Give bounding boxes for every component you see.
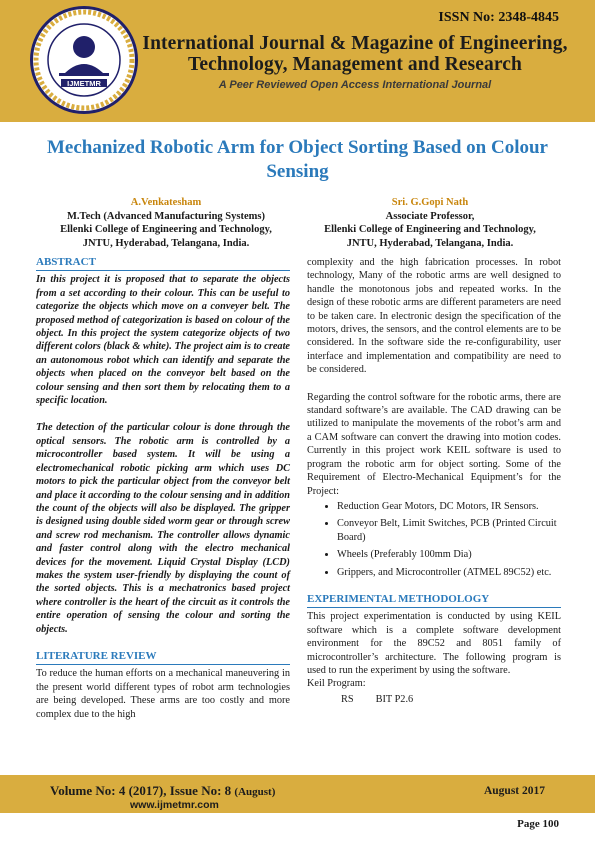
author-affiliation-line: M.Tech (Advanced Manufacturing Systems) — [67, 210, 265, 222]
author-block-1 — [36, 196, 296, 250]
left-column — [36, 256, 290, 721]
list-item: • Wheels (Preferably 100mm Dia) — [337, 548, 561, 561]
paper-title-line1: Mechanized Robotic Arm for Object Sorting Based on Colour — [47, 137, 548, 158]
requirements-list — [307, 500, 561, 579]
journal-website-link[interactable]: www.ijmetmr.com — [130, 799, 219, 811]
issue-date: August 2017 — [483, 785, 545, 797]
paper-title — [40, 136, 555, 184]
journal-title-line1: International Journal & Magazine of Engineering, — [142, 33, 568, 54]
logo-emblem-icon — [33, 9, 135, 111]
list-item: • Grippers, and Microcontroller (ATMEL 89C52) etc. — [337, 566, 561, 579]
paper-title-line2: Sensing — [266, 161, 329, 182]
journal-logo — [30, 6, 138, 114]
author-block-2 — [300, 196, 560, 250]
svg-text:IJMETMR: IJMETMR — [67, 79, 101, 88]
journal-header-band — [0, 0, 595, 122]
author-name: Sri. G.Gopi Nath — [391, 197, 469, 208]
experimental-methodology-heading: EXPERIMENTAL METHODOLOGY — [307, 592, 490, 605]
author-affiliation-line: JNTU, Hyderabad, Telangana, India. — [82, 237, 250, 249]
volume-text: Volume No: 4 (2017), Issue No: 8 — [50, 783, 232, 798]
code-token: RS — [341, 693, 354, 705]
author-affiliation-line: Associate Professor, — [385, 210, 475, 222]
abstract-heading: ABSTRACT — [36, 256, 96, 268]
issn-number: ISSN No: 2348-4845 — [438, 10, 559, 25]
volume-month: (August) — [234, 786, 276, 798]
section-divider — [307, 607, 561, 608]
methodology-paragraph: This project experimentation is conducted by using KEIL software which is a complete software development environment for the 89C52 and 8051 family of microcontroller’s architecture. The following program is used to run the experiment by using the software. — [307, 611, 561, 676]
author-affiliation-line: Ellenki College of Engineering and Technology, — [60, 224, 272, 235]
author-affiliation-line: JNTU, Hyderabad, Telangana, India. — [346, 237, 514, 249]
abstract-paragraph-1: In this project it is proposed that to separate the objects from a set according to their colour. This can be useful to categorize the objects which move on a conveyer belt. The proposed method of categorization is based on colour of the object. In this project the system categorize objects of two different colors (black & white). The project aim is to create an autonomous robot which can identify and separate the objects when placed on the conveyor belt based on the colour sensing and then sort them by relocating them to a specific location. — [36, 274, 290, 407]
volume-issue — [50, 783, 275, 799]
literature-review-heading: LITERATURE REVIEW — [36, 649, 157, 662]
right-column — [307, 256, 561, 706]
section-divider — [36, 664, 290, 665]
keil-program-label: Keil Program: — [307, 678, 366, 690]
code-token: BIT P2.6 — [375, 693, 414, 705]
journal-footer-band — [0, 775, 595, 813]
body-paragraph-2: Regarding the control software for the robotic arms, there are standard software’s are available. The CAD drawing can be utilized to manipulate the movements of the robot’s arm and a CAM software can convert the drawing into motion codes. Currently in this project work KEIL software is used to program the robotic arm for object sorting. Some of the Requirement of Electro-Mechanical Equipment’s for the Project: — [307, 391, 561, 497]
list-item: • Conveyor Belt, Limit Switches, PCB (Printed Circuit Board) — [337, 517, 561, 544]
body-paragraph-1: complexity and the high fabrication processes. In robot technology, Many of the robotic arms are well designed to handle the monotonous jobs and repeated works. In the design of these robotic arms are different parameters are need to be taken care. In electronic design the specification of the motors, drives, the sensors, and the control elements are to be considered. In the software side the re-configurability, user interface and implementation and compatibility are need to be considered. — [307, 257, 561, 376]
literature-paragraph: To reduce the human efforts on a mechanical maneuvering in the present world different types of robot arm technologies are being developed. These arms are too costly and more complex due to the high — [36, 668, 290, 720]
author-name: A.Venkatesham — [130, 197, 202, 208]
page-number: Page 100 — [517, 818, 559, 830]
list-item: • Reduction Gear Motors, DC Motors, IR Sensors. — [337, 500, 561, 513]
abstract-paragraph-2: The detection of the particular colour is done through the optical sensors. The robotic arm is controlled by a microcontroller based system. It will be using a electromechanical robotic picking arm which uses DC motors to pick the particular object from the conveyor belt and place it according to the colour sensing and in addition the count of the objects will also be displayed. The gripper is designed using double sided worm gear or through screw and screw rod mechanism. The controller allows dynamic and faster control along with the electro mechanical devices for the movement. Liquid Crystal Display (LCD) makes the system user-friendly by displaying the count of the sorted objects. This is a mechatronics based project where controller is the heart of the circuit as it controls the entire operation of sensing the colour and sorting the objects. — [36, 422, 290, 635]
journal-title-line2: Technology, Management and Research — [188, 54, 522, 75]
author-affiliation-line: Ellenki College of Engineering and Technology, — [324, 224, 536, 235]
journal-tagline: A Peer Reviewed Open Access International Journal — [218, 79, 492, 91]
section-divider — [36, 270, 290, 271]
code-line — [307, 693, 561, 706]
